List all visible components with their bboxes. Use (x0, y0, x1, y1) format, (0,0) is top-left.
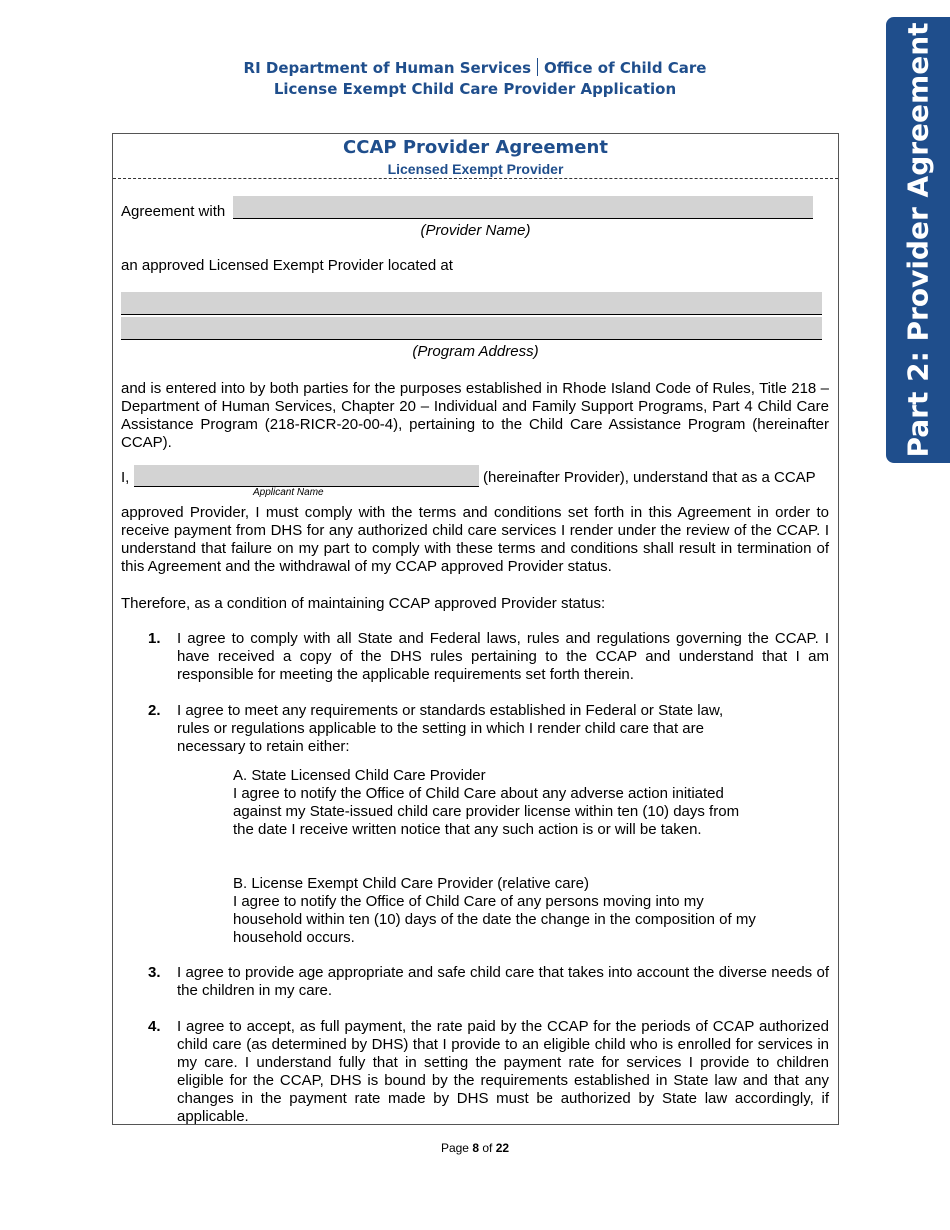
item-number: 4. (148, 1018, 161, 1035)
of-label: of (482, 1141, 493, 1155)
item-number: 3. (148, 964, 161, 981)
page-footer (0, 1141, 950, 1155)
located-at-text: an approved Licensed Exempt Provider located at (121, 257, 453, 274)
sub-b-heading: B. License Exempt Child Care Provider (relative care) (233, 875, 589, 892)
provider-name-field[interactable] (233, 196, 813, 219)
item-text: I agree to accept, as full payment, the rate paid by the CCAP for the periods of CCAP authorized child care (as determined by DHS) that I provide to an eligible child who is enrolled for services in my care. I understand fully that in setting the payment rate for services I provide to children eligible for the CCAP, DHS is bound by the requirements established in State law and that any changes in the payment rate made by DHS must be authorized by State law accordingly, if applicable. (177, 1018, 829, 1125)
agreement-title: CCAP Provider Agreement (343, 137, 608, 158)
agreement-form (112, 133, 839, 1125)
program-address-line1[interactable] (121, 292, 822, 315)
agreement-with-label: Agreement with (121, 203, 226, 220)
entered-into-paragraph: and is entered into by both parties for the purposes established in Rhode Island Code of Rules, Title 218 – Department of Human Services, Chapter 20 – Individual and Family Support Programs, Part 4 Child Care Assistance Program (218-RICR-20-00-4), pertaining to the Child Care Assistance Program (hereinafter CCAP). (121, 380, 829, 451)
provider-name-caption: (Provider Name) (420, 222, 531, 239)
hereinafter-text: (hereinafter Provider), understand that as a CCAP (483, 469, 816, 486)
header-department (0, 58, 950, 77)
agreement-title-box (113, 134, 838, 179)
office-name: Office of Child Care (544, 59, 707, 77)
sub-a-text: I agree to notify the Office of Child Care about any adverse action initiated against my State-issued child care provider license within ten (10) days from the date I receive written notice that any such action is or will be taken. (233, 785, 740, 838)
dept-name: RI Department of Human Services (243, 59, 532, 77)
item-number: 1. (148, 630, 161, 647)
program-address-line2[interactable] (121, 317, 822, 340)
applicant-name-field[interactable] (134, 465, 479, 487)
approved-provider-paragraph: approved Provider, I must comply with the terms and conditions set forth in this Agreement in order to receive payment from DHS for any authorized child care services I render under the review of the CCAP. I understand that failure on my part to comply with these terms and conditions shall result in termination of this Agreement and the withdrawal of my CCAP approved Provider status. (121, 504, 829, 575)
page-label: Page (440, 1141, 469, 1155)
item-number: 2. (148, 702, 161, 719)
side-tab-label: Part 2: Provider Agreement (901, 22, 935, 458)
agreement-subtitle: Licensed Exempt Provider (387, 161, 564, 177)
header-separator (537, 58, 538, 76)
therefore-text: Therefore, as a condition of maintaining CCAP approved Provider status: (121, 595, 606, 612)
application-title: License Exempt Child Care Provider Application (273, 80, 677, 98)
sub-b-text: I agree to notify the Office of Child Care of any persons moving into my household within ten (10) days of the date the change in the composition of my household occurs. (233, 893, 756, 946)
program-address-caption: (Program Address) (412, 343, 539, 360)
item-text: I agree to meet any requirements or standards established in Federal or State law, rules or regulations applicable to the setting in which I render child care that are necessary to retain either: (177, 702, 724, 755)
item-text: I agree to provide age appropriate and safe child care that takes into account the diverse needs of the children in my care. (177, 964, 829, 999)
page-number: 8 (472, 1141, 479, 1155)
item-text: I agree to comply with all State and Federal laws, rules and regulations governing the CCAP. I have received a copy of the DHS rules pertaining to the CCAP and understand that I am responsible for meeting the applicable requirements set forth therein. (177, 630, 829, 683)
page-total: 22 (495, 1141, 510, 1155)
sub-a-heading: A. State Licensed Child Care Provider (233, 767, 486, 784)
i-prefix: I, (121, 469, 130, 486)
applicant-name-caption: Applicant Name (253, 487, 324, 498)
